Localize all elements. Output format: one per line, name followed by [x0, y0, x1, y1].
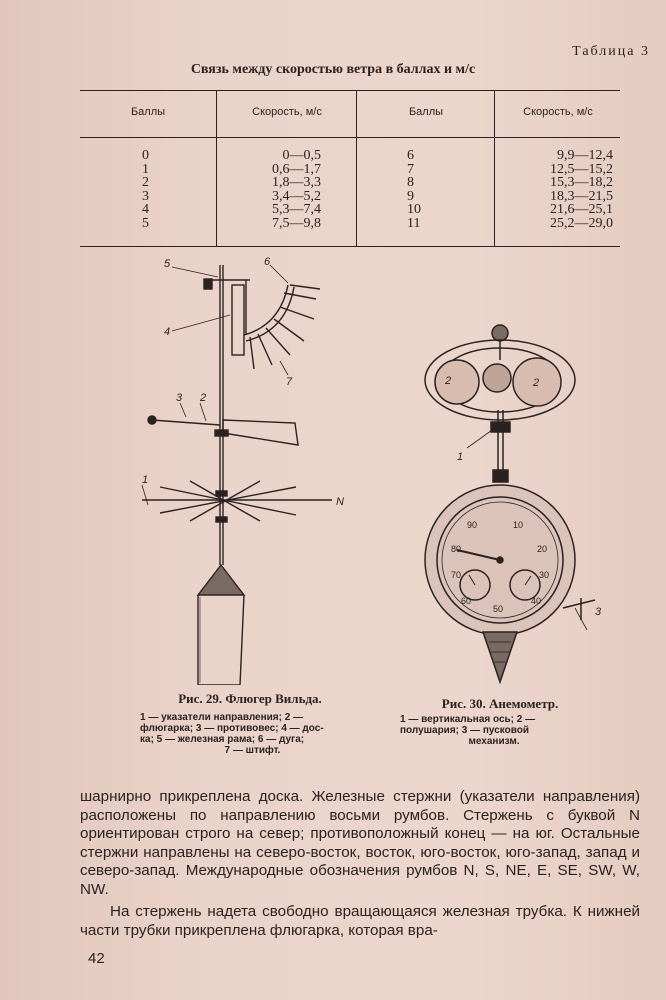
label-2-left: 2 [445, 375, 452, 387]
column-speed-2 [494, 91, 621, 246]
label-n: N [336, 496, 344, 508]
figure-30-title: Рис. 30. Анемометр. [441, 696, 559, 711]
label-3: 3 [595, 606, 602, 618]
dial-number: 20 [537, 544, 548, 554]
paragraph: шарнирно прикреплена доска. Железные стержни (указатели направления) расположены по направлению восьми румбов. Стержень с буквой N ориентирован строго на север; противоположный конец — на юг. Остальные стержни направлены на северо-восток, восток, юго-восток, юго-запад, запад и северо-запад. Международные обозначения румбов N, S, NE, E, SE, SW, W, NW. [80, 788, 640, 898]
table-cell: 9 [407, 188, 414, 204]
table-cell: 7 [407, 161, 414, 177]
figure-29-legend [140, 712, 365, 756]
label-1: 1 [457, 451, 464, 463]
label-5: 5 [164, 258, 171, 270]
header-speed-2: Скорость, м/с [523, 106, 593, 118]
dial-number: 30 [539, 570, 550, 580]
table-cell: 0—0,5 [282, 148, 321, 163]
table-label: Таблица 3 [572, 44, 650, 59]
table-cell: 21,6—25,1 [550, 202, 613, 217]
figure-30-legend [400, 714, 588, 747]
header-balls-1: Баллы [130, 106, 166, 118]
label-2-right: 2 [533, 377, 540, 389]
legend-line: 1 — вертикальная ось; 2 — [400, 714, 536, 725]
label-7: 7 [286, 376, 293, 388]
page-number: 42 [88, 950, 105, 967]
dial-number: 70 [451, 570, 462, 580]
cells-speed-2 [495, 149, 621, 230]
label-4: 4 [164, 326, 171, 338]
paragraph: На стержень надета свободно вращающаяся железная трубка. К нижней части трубки прикреплена флюгарка, которая вра- [80, 903, 640, 939]
label-6: 6 [264, 256, 271, 268]
table-cell: 18,3—21,5 [550, 188, 613, 204]
dial-number: 80 [451, 544, 462, 554]
wild-weather-vane-drawing [120, 255, 360, 685]
label-1: 1 [142, 474, 149, 486]
label-3: 3 [176, 392, 183, 404]
table-cell: 0,6—1,7 [272, 161, 321, 177]
column-balls-2 [356, 91, 495, 246]
table-cell: 11 [407, 215, 421, 231]
figure-29-title: Рис. 29. Флюгер Вильда. [178, 691, 322, 706]
header-speed-1: Скорость, м/с [252, 106, 322, 118]
header-balls-2: Баллы [408, 106, 444, 118]
dial-number: 40 [531, 596, 542, 606]
legend-line: 1 — указатели направления; 2 — [140, 712, 304, 723]
table-title: Связь между скоростью ветра в баллах и м/с [190, 62, 476, 77]
table-cell: 8 [407, 175, 414, 190]
legend-line: флюгарка; 3 — противовес; 4 — дос- [140, 723, 324, 734]
table-cell: 9,9—12,4 [557, 148, 613, 163]
table-cell: 3 [142, 188, 149, 204]
table-cell: 5,3—7,4 [272, 202, 321, 217]
dial-number: 10 [513, 520, 524, 530]
table-cell: 2 [142, 175, 149, 190]
dial-number: 90 [467, 520, 478, 530]
column-speed-1 [216, 91, 357, 246]
table-cell: 7,5—9,8 [272, 215, 321, 231]
cells-balls-2 [357, 149, 495, 230]
table-cell: 1 [142, 161, 149, 177]
table-cell: 1,8—3,3 [272, 175, 321, 190]
wind-speed-table [80, 90, 620, 247]
legend-line: ка; 5 — железная рама; 6 — дуга; [140, 734, 305, 745]
dial-number: 60 [461, 596, 472, 606]
column-balls-1 [80, 91, 216, 246]
table-cell: 6 [407, 148, 414, 163]
table-cell: 10 [407, 202, 421, 217]
dial-number: 50 [493, 604, 504, 614]
table-cell: 3,4—5,2 [272, 188, 321, 204]
legend-line: механизм. [468, 736, 520, 747]
body-text [80, 788, 640, 940]
legend-line: 7 — штифт. [224, 745, 281, 756]
table-cell: 0 [142, 148, 149, 163]
table-cell: 25,2—29,0 [550, 215, 613, 231]
legend-line: полушария; 3 — пусковой [400, 725, 530, 736]
table-cell: 15,3—18,2 [550, 175, 613, 190]
table-cell: 12,5—15,2 [550, 161, 613, 177]
cells-speed-1 [217, 149, 357, 230]
table-cell: 5 [142, 215, 149, 231]
cells-balls-1 [80, 149, 216, 230]
anemometer-drawing [395, 320, 620, 690]
table-cell: 4 [142, 202, 149, 217]
label-2: 2 [200, 392, 207, 404]
